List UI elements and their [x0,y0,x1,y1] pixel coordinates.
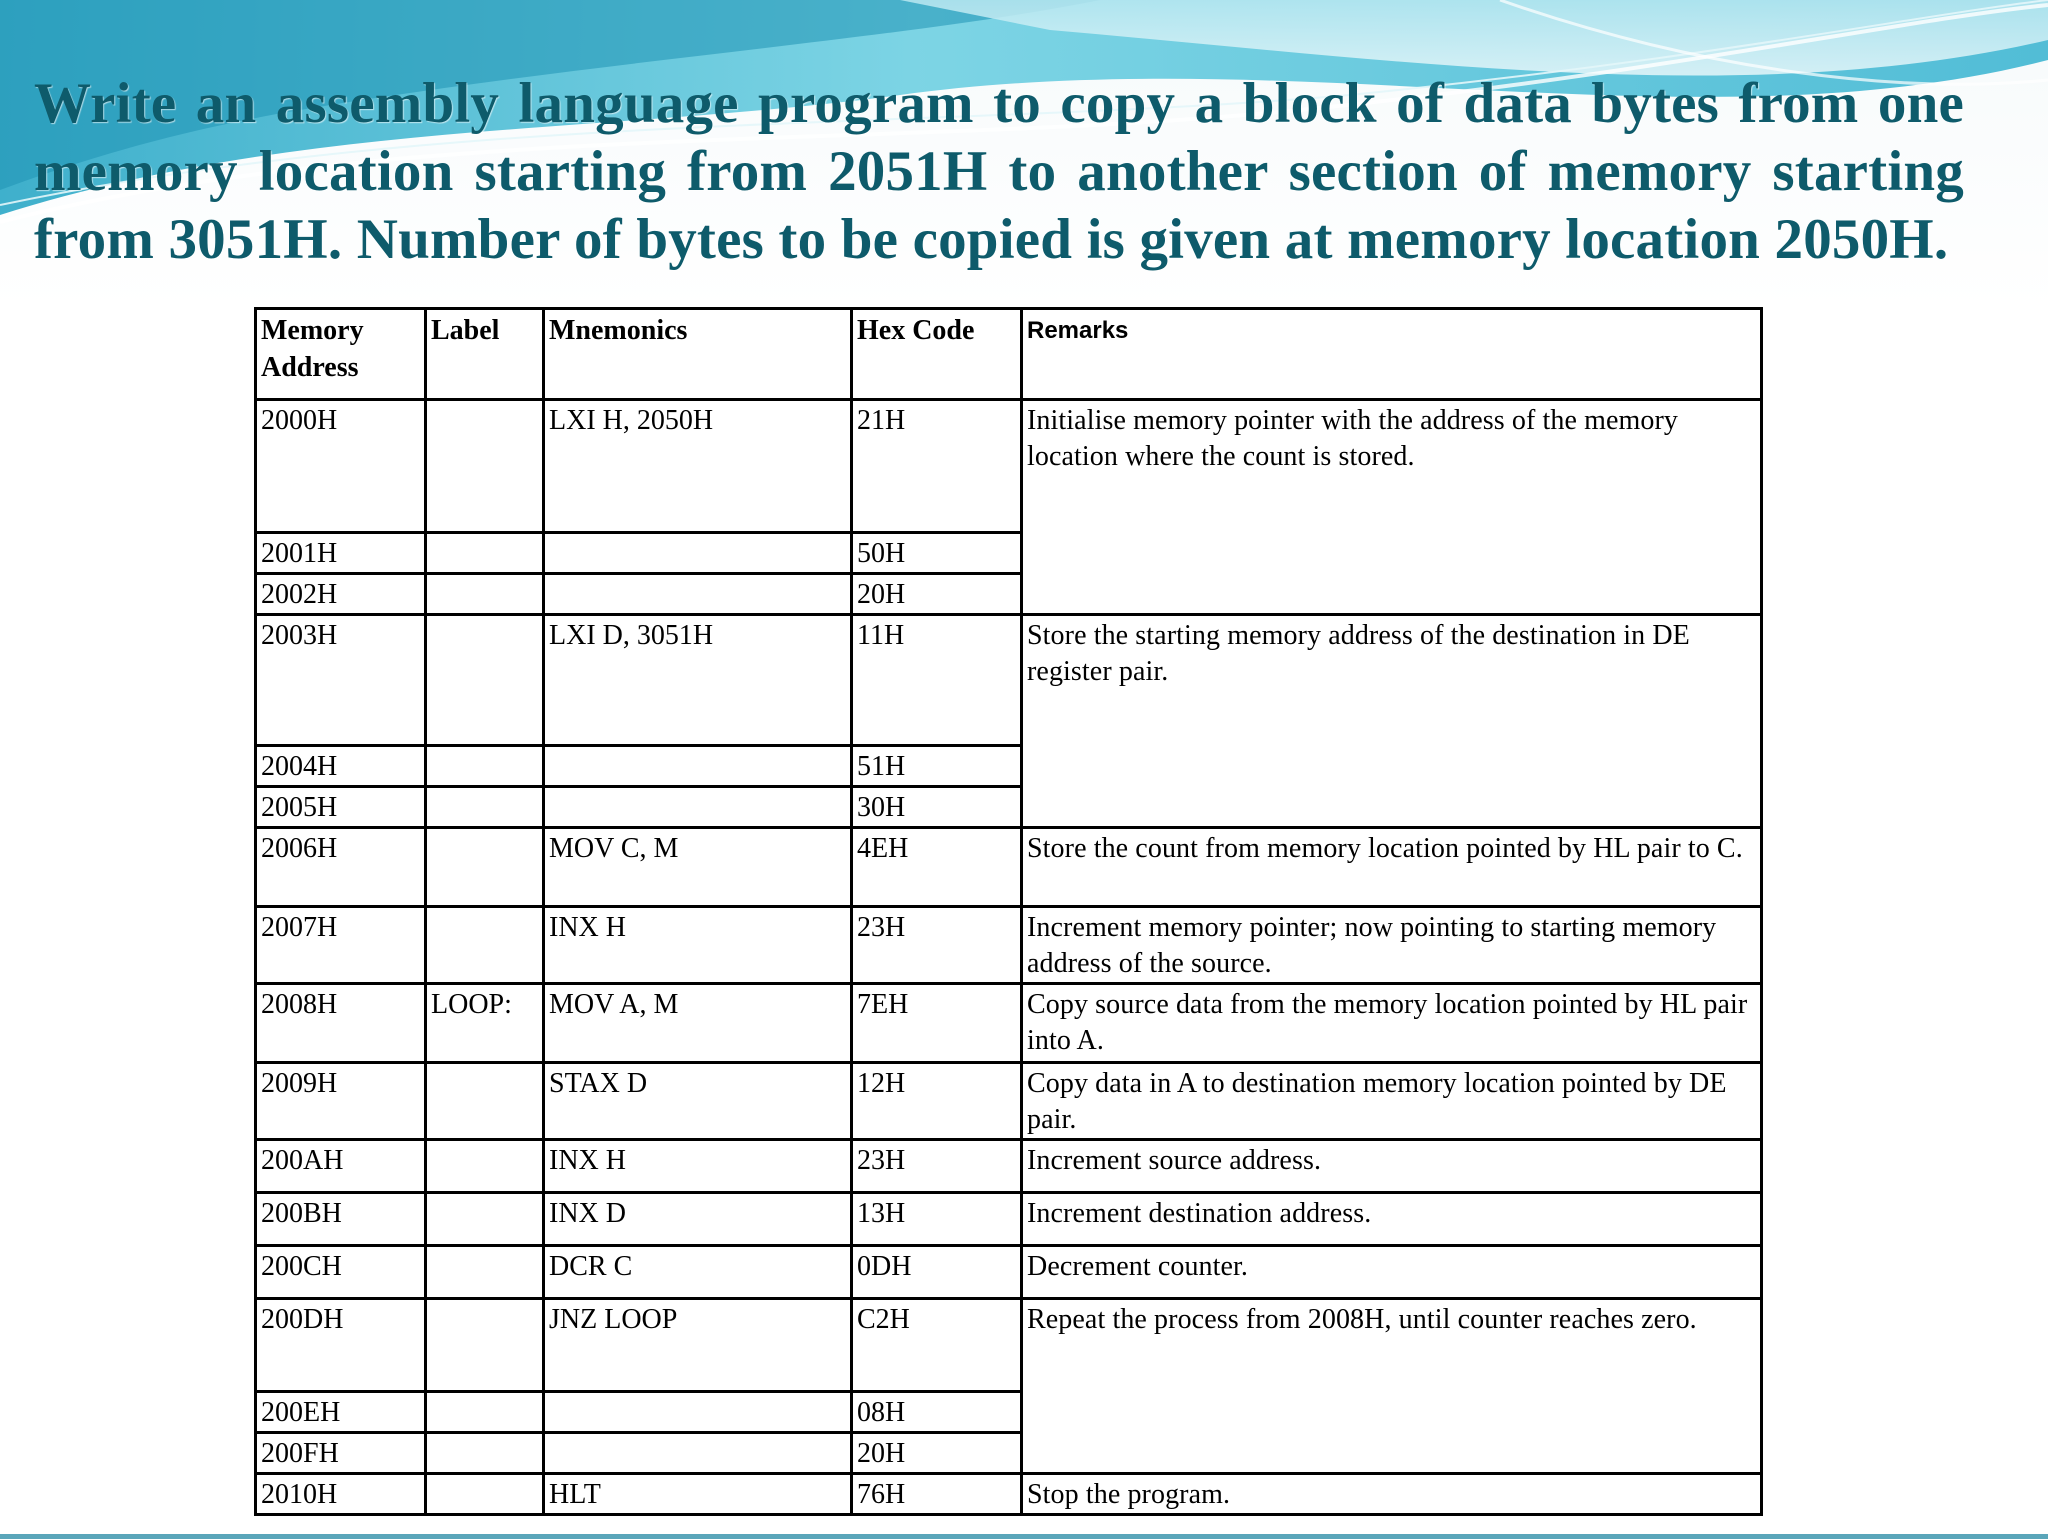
cell-label [426,1246,544,1299]
cell-mnemonic: MOV A, M [544,984,852,1063]
cell-label [426,907,544,984]
cell-remark: Increment source address. [1022,1140,1762,1193]
cell-label [426,574,544,615]
cell-address: 2004H [256,746,426,787]
cell-hex: 51H [852,746,1022,787]
cell-label [426,1063,544,1140]
cell-remark: Decrement counter. [1022,1246,1762,1299]
cell-label [426,1474,544,1515]
cell-label [426,615,544,746]
cell-hex: 12H [852,1063,1022,1140]
cell-remark: Copy data in A to destination memory location pointed by DE pair. [1022,1063,1762,1140]
cell-remark: Copy source data from the memory location pointed by HL pair into A. [1022,984,1762,1063]
cell-mnemonic: DCR C [544,1246,852,1299]
cell-hex: 7EH [852,984,1022,1063]
cell-address: 200CH [256,1246,426,1299]
table-row [256,1474,1762,1515]
cell-label [426,400,544,533]
cell-hex: 21H [852,400,1022,533]
cell-hex: 0DH [852,1246,1022,1299]
cell-label [426,828,544,907]
cell-mnemonic [544,533,852,574]
cell-hex: 23H [852,1140,1022,1193]
cell-hex: 13H [852,1193,1022,1246]
header-hex-code: Hex Code [852,309,1022,400]
cell-hex: 76H [852,1474,1022,1515]
cell-label [426,746,544,787]
cell-remark: Store the starting memory address of the destination in DE register pair. [1022,615,1762,828]
table-row [256,400,1762,533]
cell-label: LOOP: [426,984,544,1063]
cell-mnemonic: INX D [544,1193,852,1246]
table-row [256,1299,1762,1392]
cell-remark: Stop the program. [1022,1474,1762,1515]
table-row [256,1193,1762,1246]
cell-mnemonic: LXI H, 2050H [544,400,852,533]
cell-address: 200BH [256,1193,426,1246]
cell-remark: Increment memory pointer; now pointing to starting memory address of the source. [1022,907,1762,984]
cell-remark: Initialise memory pointer with the address of the memory location where the count is stored. [1022,400,1762,615]
table-row [256,1246,1762,1299]
cell-label [426,1299,544,1392]
cell-address: 2010H [256,1474,426,1515]
cell-hex: 20H [852,574,1022,615]
cell-mnemonic: HLT [544,1474,852,1515]
cell-remark: Increment destination address. [1022,1193,1762,1246]
cell-hex: 50H [852,533,1022,574]
cell-mnemonic: INX H [544,907,852,984]
program-table [254,307,1763,1516]
cell-address: 200FH [256,1433,426,1474]
table-header-row [256,309,1762,400]
cell-label [426,533,544,574]
table-row [256,1063,1762,1140]
cell-address: 2002H [256,574,426,615]
table-row [256,1140,1762,1193]
cell-mnemonic: LXI D, 3051H [544,615,852,746]
cell-address: 200AH [256,1140,426,1193]
cell-mnemonic: JNZ LOOP [544,1299,852,1392]
cell-label [426,1193,544,1246]
cell-mnemonic: STAX D [544,1063,852,1140]
cell-mnemonic [544,574,852,615]
cell-address: 2000H [256,400,426,533]
cell-address: 2007H [256,907,426,984]
table-row [256,615,1762,746]
cell-mnemonic [544,787,852,828]
table-row [256,984,1762,1063]
cell-address: 2008H [256,984,426,1063]
cell-mnemonic [544,1433,852,1474]
cell-hex: 30H [852,787,1022,828]
cell-address: 2001H [256,533,426,574]
cell-hex: 4EH [852,828,1022,907]
cell-address: 2006H [256,828,426,907]
cell-mnemonic [544,1392,852,1433]
cell-mnemonic: INX H [544,1140,852,1193]
cell-hex: 08H [852,1392,1022,1433]
slide-title: Write an assembly language program to copy a block of data bytes from one memory location starting from 2051H to another section of memory starting from 3051H. Number of bytes to be copied is given at memory location 2050H. [34,72,1964,271]
header-mnemonics: Mnemonics [544,309,852,400]
cell-address: 200DH [256,1299,426,1392]
cell-hex: 20H [852,1433,1022,1474]
cell-label [426,1392,544,1433]
cell-hex: 23H [852,907,1022,984]
table-row [256,828,1762,907]
cell-hex: C2H [852,1299,1022,1392]
cell-hex: 11H [852,615,1022,746]
bottom-divider [0,1534,2048,1539]
cell-address: 200EH [256,1392,426,1433]
header-label: Label [426,309,544,400]
cell-address: 2003H [256,615,426,746]
cell-address: 2005H [256,787,426,828]
cell-label [426,1433,544,1474]
header-memory-address: Memory Address [256,309,426,400]
table-row [256,907,1762,984]
cell-mnemonic: MOV C, M [544,828,852,907]
cell-label [426,1140,544,1193]
cell-mnemonic [544,746,852,787]
cell-label [426,787,544,828]
cell-remark: Store the count from memory location pointed by HL pair to C. [1022,828,1762,907]
cell-address: 2009H [256,1063,426,1140]
cell-remark: Repeat the process from 2008H, until counter reaches zero. [1022,1299,1762,1474]
header-remarks: Remarks [1022,309,1762,400]
